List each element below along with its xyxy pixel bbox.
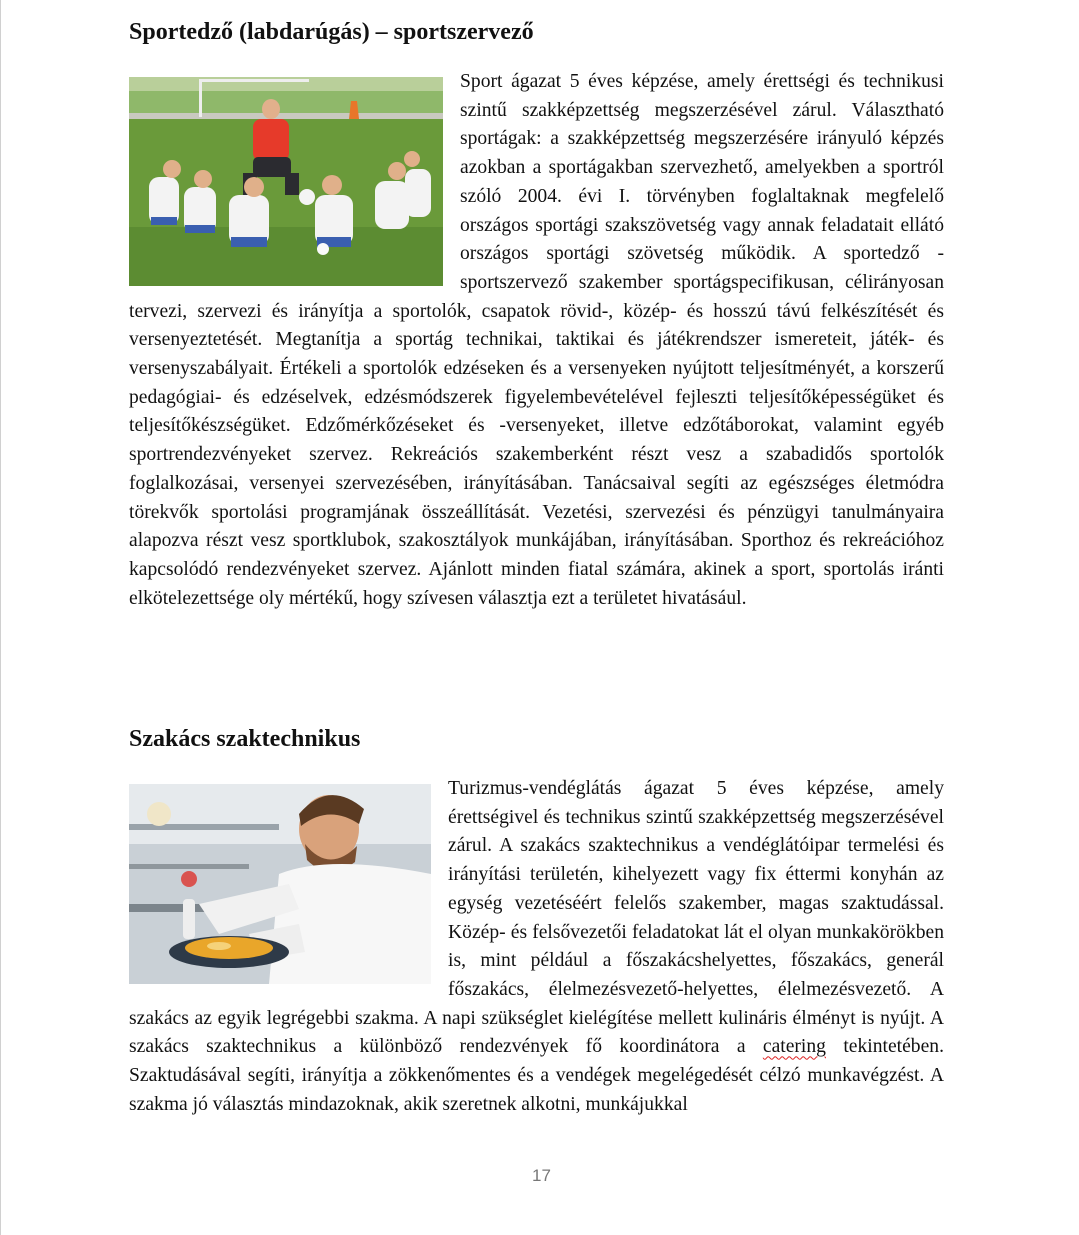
sport-coach-image [129,77,443,286]
chef-illustration [129,784,431,984]
chef-text-part1: Turizmus-vendéglátás ágazat 5 éves képzése, amely érettségivel és technikus szintű szakképzettség megszerzésével zárul. A szakács szaktechnikus a vendéglátóipar termelési és irányítási területén, kihelyezett vagy fix éttermi konyhán az egység vezetéséért felelős szakember, magas szaktudással. Közép- és felsővezetői feladatokat lát el olyan munkakörökben is, mint például a főszakácshelyettes, főszakács, generál főszakács, élelmezésvezető-helyettes, élelmezésvezető. A szakács az egyik legrégebbi szakma. A napi szükséglet kielégítése mellett kulináris élményt is nyújt. A szakács szaktechnikus a különböző rendezvények fő koordinátora a [129,778,944,1058]
chef-text-part2: tekintetében. Szaktudásával segíti, irányítja a zökkenőmentes és a vendégek megelégedését célzó munkavégzést. A szakma jó választás mindazoknak, akik szeretnek alkotni, munkájukkal [129,1036,944,1115]
section-body-sport [129,68,944,613]
section-body-chef [129,775,944,1119]
sport-coach-illustration [129,77,443,286]
section-title-chef: Szakács szaktechnikus [129,726,361,752]
section-title-sport: Sportedző (labdarúgás) – sportszervező [129,19,534,45]
spellcheck-word: catering [762,1036,826,1058]
paragraph-sport: Sport ágazat 5 éves képzése, amely érettségi és technikusi szintű szakképzettség megszerzésével zárul. Választható sportágak: a szakképzettség megszerzésére irányuló képzés azokban a sportágakban szervezhető, amelyekben a sportról szóló 2004. évi I. törvényben foglaltaknak megfelelő országos sportági szakszövetség vagy annak feladatait ellátó országos sportági szövetség működik. A sportedző - sportszervező szakember sportágspecifikusan, célirányosan tervezi, szervezi és irányítja a sportolók, csapatok rövid-, közép- és hosszú távú felkészítését és versenyeztetését. Megtanítja a sportág technikai, taktikai és játékrendszer ismereteit, játék- és versenyszabályait. Értékeli a sportolók edzéseken és a versenyeken nyújtott teljesítményét, a korszerű pedagógiai- és edzéselvek, edzésmódszerek figyelembevételével fejleszti teljesítőképességüket és teljesítőkészségüket. Edzőmérkőzéseket és -versenyeket, illetve edzőtáborokat, valamint egyéb sportrendezvényeket szervez. Rekreációs szakemberként részt vesz a szabadidős sportolók foglalkozásai, versenyei szervezésében, irányításában. Tanácsaival segíti az egészséges életmódra törekvők sportolási programjának összeállítását. Vezetési, szervezési és pénzügyi tanulmányaira alapozva részt vesz sportklubok, szakosztályok munkájában, irányításában. Sporthoz és rekreációhoz kapcsolódó rendezvényeket szervez. Ajánlott minden fiatal számára, akinek a sport, sportolás iránti elkötelezettsége oly mértékű, hogy szívesen választja ezt a területet hivatásául. [129,71,944,609]
page-edge [0,0,1,1235]
chef-image [129,784,431,984]
page-number: 17 [532,1166,551,1185]
